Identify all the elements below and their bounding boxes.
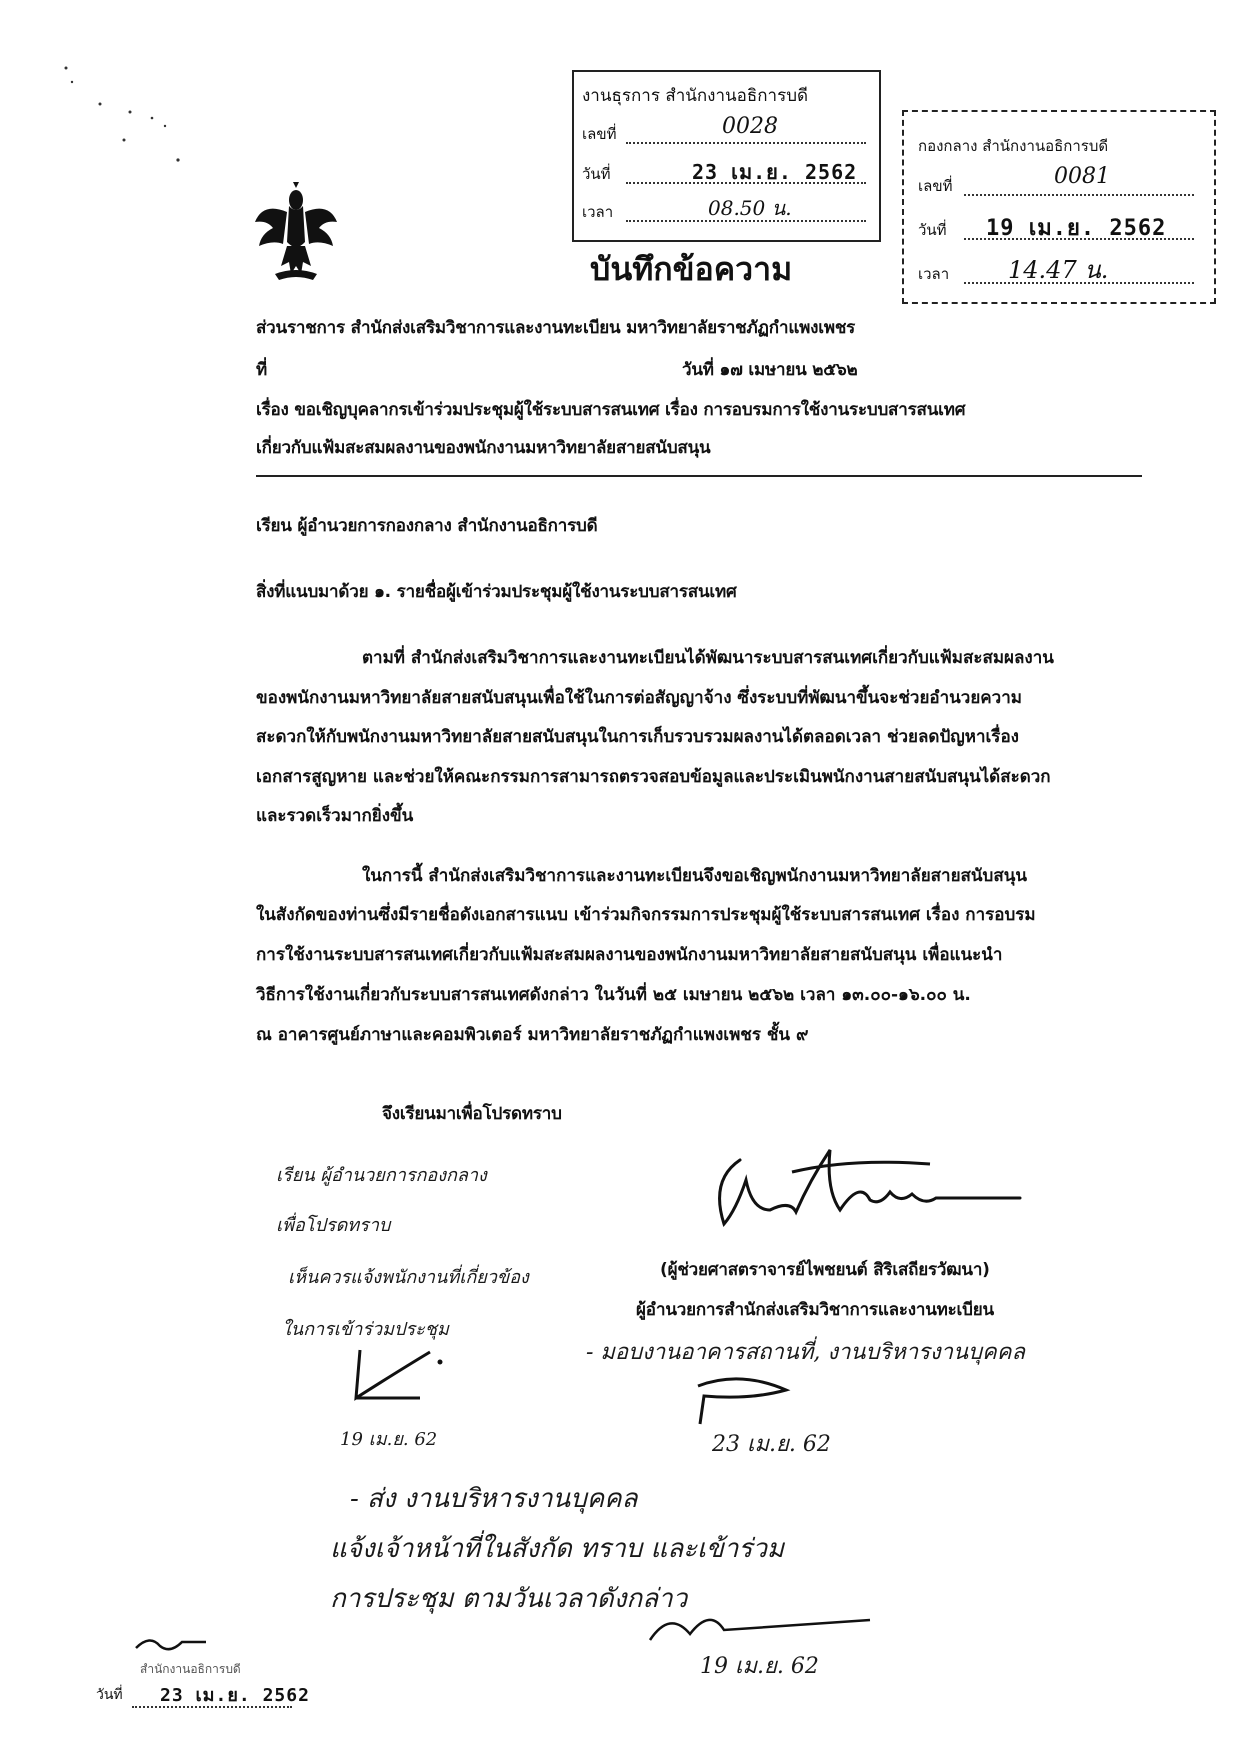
note-left-date: 19 เม.ย. 62 [340, 1429, 438, 1450]
scan-speckles [60, 60, 200, 180]
note-left-line-2: เพื่อโปรดทราบ [276, 1215, 391, 1236]
bottom-stamp-mark [130, 1630, 210, 1660]
stamp-right-date: 19 เม.ย. 2562 [986, 216, 1167, 241]
stamp-right-date-label: วันที่ [918, 221, 947, 239]
memo-heading: บันทึกข้อความ [590, 250, 793, 288]
stamp-right-number-label: เลขที่ [918, 177, 953, 195]
speckle-dots [60, 60, 200, 180]
note-right-initials [690, 1370, 800, 1430]
initials-mark [340, 1340, 450, 1410]
note-left-initials [340, 1340, 450, 1410]
stamp-right-time: 14.47 น. [1008, 256, 1109, 284]
note-left-line-1: เรียน ผู้อำนวยการกองกลาง [276, 1165, 487, 1186]
para2-line-5: ณ อาคารศูนย์ภาษาและคอมพิวเตอร์ มหาวิทยาลัยราชภัฏกำแพงเพชร ชั้น ๙ [256, 1025, 809, 1045]
note-right-line: - มอบงานอาคารสถานที่, งานบริหารงานบุคคล [586, 1340, 1025, 1365]
closing-line: จึงเรียนมาเพื่อโปรดทราบ [382, 1104, 562, 1124]
note-bottom-date: 19 เม.ย. 62 [700, 1654, 819, 1679]
stamp-left-number-label: เลขที่ [582, 125, 617, 143]
garuda-icon [253, 182, 339, 282]
stamp-left-date: 23 เม.ย. 2562 [692, 160, 858, 184]
agency-line: ส่วนราชการ สำนักส่งเสริมวิชาการและงานทะเบียน มหาวิทยาลัยราชภัฏกำแพงเพชร [256, 318, 856, 338]
para2-line-4: วิธีการใช้งานเกี่ยวกับระบบสารสนเทศดังกล่าว ในวันที่ ๒๕ เมษายน ๒๕๖๒ เวลา ๑๓.๐๐-๑๖.๐๐ น. [256, 985, 971, 1005]
bottom-stamp-date-label: วันที่ [96, 1687, 123, 1703]
memo-date: วันที่ ๑๗ เมษายน ๒๕๖๒ [682, 360, 858, 380]
para1-line-1: ตามที่ สำนักส่งเสริมวิชาการและงานทะเบียนได้พัฒนาระบบสารสนเทศเกี่ยวกับแฟ้มสะสมผลงาน [362, 648, 1054, 668]
note-bottom-line-3: การประชุม ตามวันเวลาดังกล่าว [330, 1584, 688, 1614]
para2-line-3: การใช้งานระบบสารสนเทศเกี่ยวกับแฟ้มสะสมผลงานของพนักงานมหาวิทยาลัยสายสนับสนุน เพื่อแนะนำ [256, 945, 1003, 965]
stamp-left-time-label: เวลา [582, 203, 614, 221]
stamp-right-time-label: เวลา [918, 265, 950, 283]
signer-title: ผู้อำนวยการสำนักส่งเสริมวิชาการและงานทะเบียน [636, 1300, 994, 1320]
signer-name: (ผู้ช่วยศาสตราจารย์ไพชยนต์ สิริเสถียรวัฒนา) [660, 1260, 990, 1280]
bottom-stamp-date: 23 เม.ย. 2562 [160, 1685, 310, 1706]
para1-line-3: สะดวกให้กับพนักงานมหาวิทยาลัยสายสนับสนุนในการเก็บรวบรวมผลงานได้ตลอดเวลา ช่วยลดปัญหาเรื่อง [256, 727, 1019, 747]
stamp-scribble [130, 1630, 210, 1660]
subject-line-1: เรื่อง ขอเชิญบุคลากรเข้าร่วมประชุมผู้ใช้ระบบสารสนเทศ เรื่อง การอบรมการใช้งานระบบสารสนเทศ [256, 400, 966, 420]
salutation: เรียน ผู้อำนวยการกองกลาง สำนักงานอธิการบดี [256, 516, 598, 536]
bottom-stamp-label: สำนักงานอธิการบดี [140, 1662, 241, 1676]
para2-line-1: ในการนี้ สำนักส่งเสริมวิชาการและงานทะเบียนจึงขอเชิญพนักงานมหาวิทยาลัยสายสนับสนุน [362, 866, 1027, 886]
initials-mark-right [690, 1370, 800, 1430]
ref-label: ที่ [256, 360, 268, 380]
para1-line-4: เอกสารสูญหาย และช่วยให้คณะกรรมการสามารถตรวจสอบข้อมูลและประเมินพนักงานสายสนับสนุนได้สะดวก [256, 767, 1051, 787]
director-signature [700, 1140, 1030, 1250]
note-left-line-4: ในการเข้าร่วมประชุม [282, 1319, 449, 1340]
para2-line-2: ในสังกัดของท่านซึ่งมีรายชื่อดังเอกสารแนบ เข้าร่วมกิจกรรมการประชุมผู้ใช้ระบบสารสนเทศ เรื่อง การอบรม [256, 905, 1036, 925]
note-left-line-3: เห็นควรแจ้งพนักงานที่เกี่ยวข้อง [288, 1267, 529, 1288]
stamp-left-date-label: วันที่ [582, 165, 611, 183]
receiving-stamp-left [572, 70, 881, 242]
attachment-line: สิ่งที่แนบมาด้วย ๑. รายชื่อผู้เข้าร่วมประชุมผู้ใช้งานระบบสารสนเทศ [256, 582, 737, 602]
stamp-right-title: กองกลาง สำนักงานอธิการบดี [918, 137, 1109, 155]
stamp-right-number: 0081 [1054, 164, 1110, 189]
handwritten-signature [700, 1140, 1030, 1250]
header-divider [256, 475, 1142, 477]
para1-line-2: ของพนักงานมหาวิทยาลัยสายสนับสนุนเพื่อใช้ในการต่อสัญญาจ้าง ซึ่งระบบที่พัฒนาขึ้นจะช่วยอำนวยความ [256, 688, 1022, 708]
stamp-left-title: งานธุรการ สำนักงานอธิการบดี [582, 86, 809, 106]
stamp-left-number: 0028 [722, 114, 778, 139]
para1-line-5: และรวดเร็วมากยิ่งขึ้น [256, 806, 414, 826]
receiving-stamp-right [902, 110, 1216, 304]
garuda-emblem [253, 182, 339, 282]
note-right-date: 23 เม.ย. 62 [712, 1432, 831, 1457]
note-bottom-line-1: - ส่ง งานบริหารงานบุคคล [350, 1484, 638, 1514]
note-bottom-line-2: แจ้งเจ้าหน้าที่ในสังกัด ทราบ และเข้าร่วม [330, 1534, 785, 1564]
stamp-left-time: 08.50 น. [708, 196, 792, 220]
subject-line-2: เกี่ยวกับแฟ้มสะสมผลงานของพนักงานมหาวิทยาลัยสายสนับสนุน [256, 438, 711, 458]
